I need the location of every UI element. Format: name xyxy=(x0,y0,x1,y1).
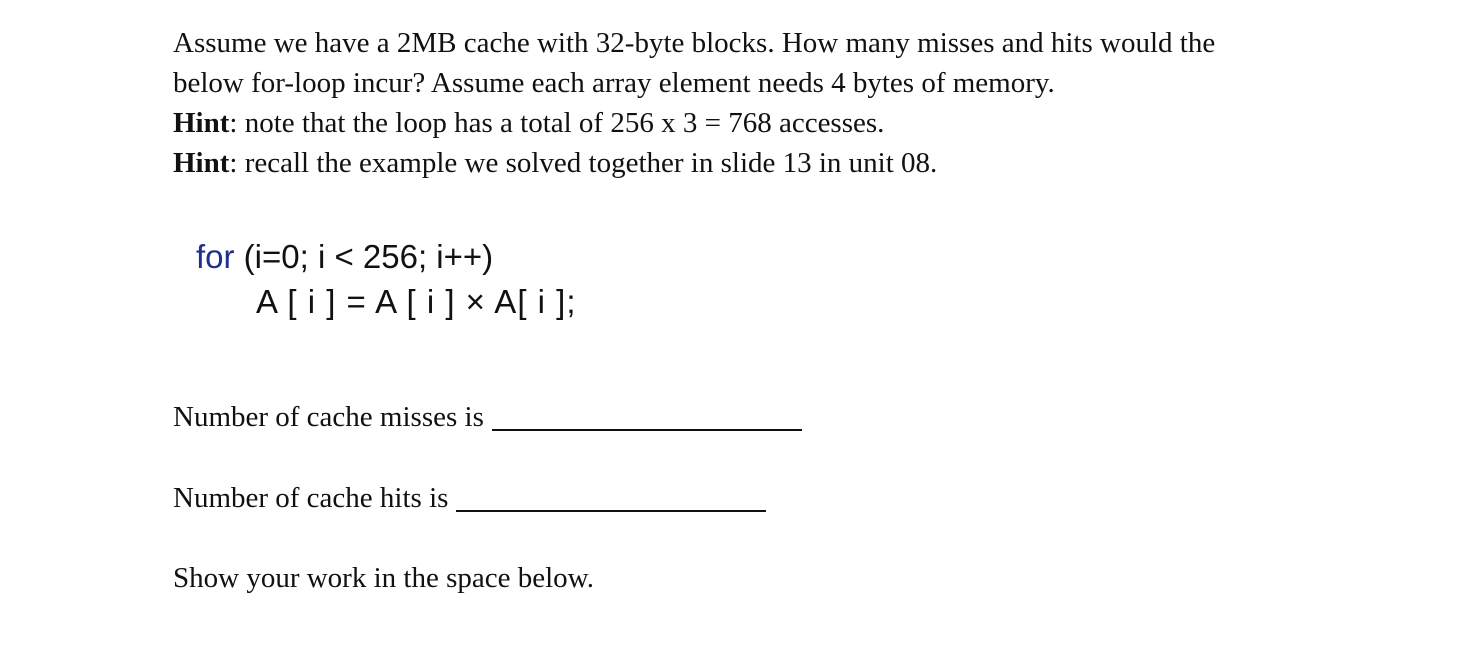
question-line-1: Assume we have a 2MB cache with 32-byte blocks. How many misses and hits would the xyxy=(173,27,1216,59)
misses-label: Number of cache misses is xyxy=(173,401,484,433)
code-snippet xyxy=(196,234,577,324)
hits-label: Number of cache hits is xyxy=(173,482,449,514)
hint-1-text: : note that the loop has a total of 256 x 3 = 768 accesses. xyxy=(229,107,885,139)
question-line-2: below for-loop incur? Assume each array element needs 4 bytes of memory. xyxy=(173,67,1055,99)
hint-2 xyxy=(173,143,1373,183)
misses-answer-blank[interactable] xyxy=(492,428,802,431)
work-prompt: Show your work in the space below. xyxy=(173,562,594,594)
hint-2-text: : recall the example we solved together in slide 13 in unit 08. xyxy=(229,147,938,179)
code-line-1 xyxy=(196,234,577,279)
code-loop-header: (i=0; i < 256; i++) xyxy=(234,238,494,275)
hint-2-label: Hint xyxy=(173,147,230,179)
misses-answer-row xyxy=(173,397,802,437)
code-keyword-for: for xyxy=(196,238,235,275)
hits-answer-blank[interactable] xyxy=(456,509,766,512)
hint-1-label: Hint xyxy=(173,107,230,139)
hits-answer-row xyxy=(173,478,766,518)
question-text xyxy=(173,23,1373,183)
hint-1 xyxy=(173,103,1373,143)
code-line-2: A [ i ] = A [ i ] × A[ i ]; xyxy=(256,283,577,320)
